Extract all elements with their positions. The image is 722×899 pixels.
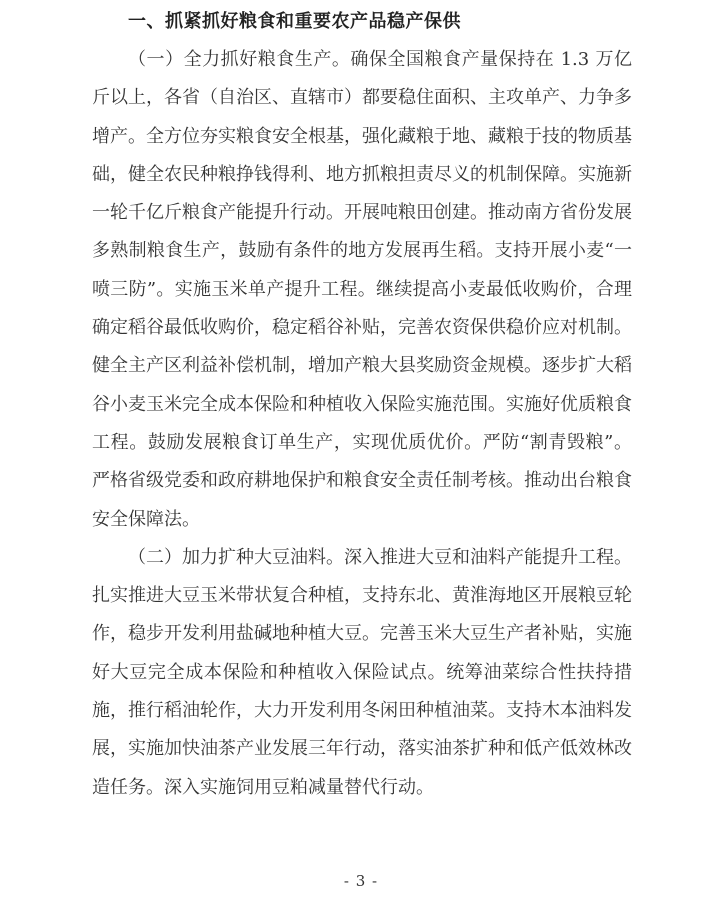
paragraph-soybean-oilseed: （二）加力扩种大豆油料。深入推进大豆和油料产能提升工程。扎实推进大豆玉米带状复合种植，支持东北、黄淮海地区开展粮豆轮作，稳步开发利用盐碱地种植大豆。完善玉米大豆生产者补贴，实施好大豆完全成本保险和种植收入保险试点。统筹油菜综合性扶持措施，推行稻油轮作，大力开发利用冬闲田种植油菜。支持木本油料发展，实施加快油茶产业发展三年行动，落实油茶扩种和低产低效林改造任务。深入实施饲用豆粕减量替代行动。 [92,546,632,798]
page-number: - 3 - [343,872,379,890]
paragraph-grain-production: （一）全力抓好粮食生产。确保全国粮食产量保持在 1.3 万亿斤以上，各省（自治区、直辖市）都要稳住面积、主攻单产、力争多增产。全方位夯实粮食安全根基，强化藏粮于地、藏粮于技的物质基础，健全农民种粮挣钱得利、地方抓粮担责尽义的机制保障。实施新一轮千亿斤粮食产能提升行动。开展吨粮田创建。推动南方省份发展多熟制粮食生产，鼓励有条件的地方发展再生稻。支持开展小麦“一喷三防”。实施玉米单产提升工程。继续提高小麦最低收购价，合理确定稻谷最低收购价，稳定稻谷补贴，完善农资保供稳价应对机制。健全主产区利益补偿机制，增加产粮大县奖励资金规模。逐步扩大稻谷小麦玉米完全成本保险和种植收入保险实施范围。实施好优质粮食工程。鼓励发展粮食订单生产，实现优质优价。严防“割青毁粮”。严格省级党委和政府耕地保护和粮食安全责任制考核。推动出台粮食安全保障法。 [92,49,632,530]
section-heading: 一、抓紧抓好粮食和重要农产品稳产保供 [128,11,461,32]
